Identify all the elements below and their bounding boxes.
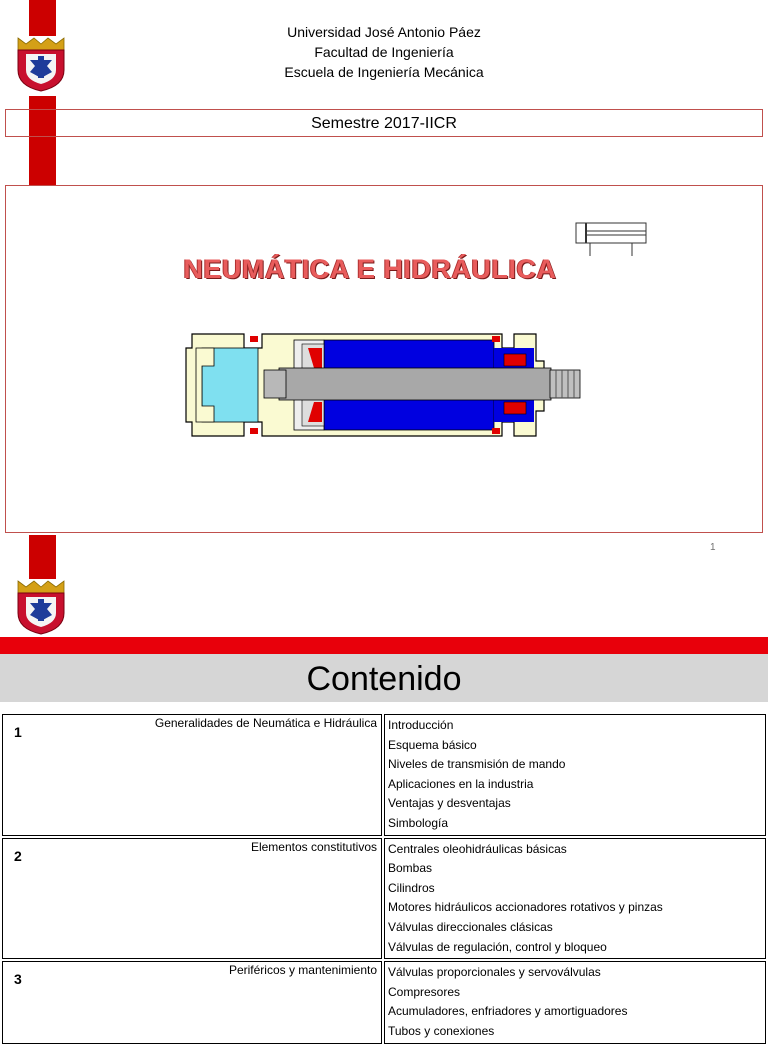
unit-title: Periféricos y mantenimiento bbox=[228, 963, 377, 978]
unit-number: 3 bbox=[14, 971, 22, 988]
unit-topics bbox=[384, 714, 766, 836]
contents-table bbox=[0, 712, 768, 1046]
list-item: Tubos y conexiones bbox=[388, 1023, 495, 1038]
list-item: Introducción bbox=[388, 718, 454, 732]
semester-label: Semestre 2017-IICR bbox=[5, 109, 763, 137]
slide-title: NEUMÁTICA E HIDRÁULICA bbox=[183, 254, 557, 284]
table-row bbox=[2, 838, 766, 960]
page-number: 1 bbox=[710, 542, 716, 553]
list-item: Motores hidráulicos accionadores rotativos y pinzas bbox=[388, 900, 663, 915]
list-item: Niveles de transmisión de mando bbox=[388, 757, 566, 772]
red-accent-bar bbox=[29, 535, 56, 579]
unit-title: Generalidades de Neumática e Hidráulica bbox=[154, 716, 377, 730]
list-item: Centrales oleohidráulicas básicas bbox=[388, 841, 567, 856]
list-item: Esquema básico bbox=[388, 737, 477, 752]
unit-topics bbox=[384, 838, 766, 960]
list-item: Ventajas y desventajas bbox=[388, 796, 511, 811]
list-item: Válvulas direccionales clásicas bbox=[388, 919, 553, 934]
list-item: Válvulas de regulación, control y bloqueo bbox=[388, 939, 607, 954]
unit-topics bbox=[384, 961, 766, 1043]
unit-number: 2 bbox=[14, 847, 22, 864]
list-item: Simbología bbox=[388, 815, 449, 830]
list-item: Aplicaciones en la industria bbox=[388, 776, 534, 791]
list-item: Bombas bbox=[388, 861, 433, 876]
contents-heading: Contenido bbox=[0, 654, 768, 702]
school-name: Escuela de Ingeniería Mecánica bbox=[284, 64, 484, 80]
table-row bbox=[2, 714, 766, 836]
unit-title: Elementos constitutivos bbox=[250, 839, 377, 854]
slide-divider-bar bbox=[0, 637, 768, 654]
list-item: Válvulas proporcionales y servoválvulas bbox=[388, 965, 601, 980]
hydraulic-cylinder-illustration bbox=[184, 326, 584, 444]
list-item: Acumuladores, enfriadores y amortiguadores bbox=[388, 1004, 628, 1019]
faculty-name: Facultad de Ingeniería bbox=[314, 44, 454, 60]
list-item: Compresores bbox=[388, 984, 461, 999]
university-name: Universidad José Antonio Páez bbox=[287, 24, 481, 40]
university-logo-icon bbox=[14, 579, 68, 635]
list-item: Cilindros bbox=[388, 880, 435, 895]
unit-number: 1 bbox=[14, 724, 22, 740]
table-row bbox=[2, 961, 766, 1043]
